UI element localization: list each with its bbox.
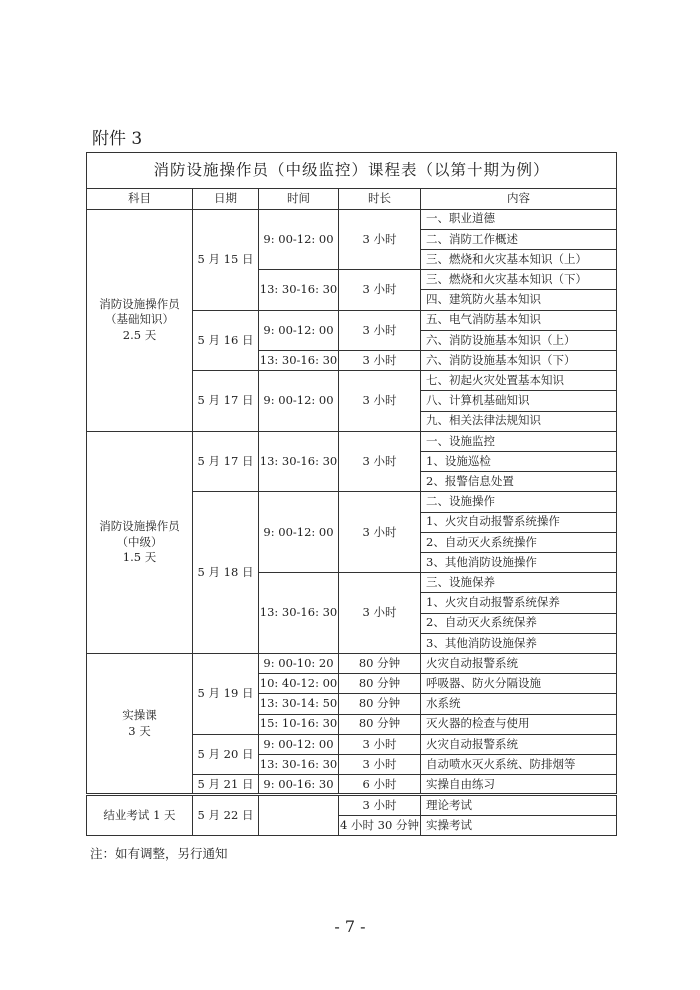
duration-cell: 80 分钟 [339,694,421,714]
time-cell: 9: 00-10: 20 [259,654,339,674]
subject-cell: 结业考试 1 天 [87,795,193,836]
page-number: - 7 - [334,917,366,936]
duration-cell: 80 分钟 [339,674,421,694]
content-cell: 理论考试 [421,795,617,815]
duration-cell: 3 小时 [339,755,421,775]
time-cell: 13: 30-14: 50 [259,694,339,714]
content-cell: 三、燃烧和火灾基本知识（下） [421,270,617,290]
date-cell: 5 月 17 日 [193,371,259,432]
duration-cell: 3 小时 [339,492,421,573]
time-cell: 9: 00-16: 30 [259,775,339,795]
duration-cell: 80 分钟 [339,714,421,734]
time-cell: 9: 00-12: 00 [259,734,339,754]
subject-cell: 消防设施操作员 （基础知识） 2.5 天 [87,209,193,431]
content-cell: 六、消防设施基本知识（下） [421,350,617,370]
content-cell: 1、设施巡检 [421,452,617,472]
time-cell: 9: 00-12: 00 [259,371,339,432]
content-cell: 八、计算机基础知识 [421,391,617,411]
duration-cell: 3 小时 [339,209,421,270]
time-cell: 9: 00-12: 00 [259,492,339,573]
course-schedule-table [86,152,617,836]
content-cell: 三、燃烧和火灾基本知识（上） [421,249,617,269]
duration-cell: 3 小时 [339,270,421,310]
date-cell: 5 月 16 日 [193,310,259,371]
duration-cell: 3 小时 [339,573,421,654]
date-cell: 5 月 18 日 [193,492,259,654]
time-cell: 13: 30-16: 30 [259,431,339,492]
duration-cell: 3 小时 [339,734,421,754]
time-cell: 13: 30-16: 30 [259,270,339,310]
content-cell: 水系统 [421,694,617,714]
duration-cell: 3 小时 [339,350,421,370]
content-cell: 九、相关法律法规知识 [421,411,617,431]
date-cell: 5 月 17 日 [193,431,259,492]
duration-cell: 3 小时 [339,795,421,815]
content-cell: 二、消防工作概述 [421,229,617,249]
time-cell: 15: 10-16: 30 [259,714,339,734]
subject-cell: 实操课 3 天 [87,654,193,795]
content-cell: 实操自由练习 [421,775,617,795]
date-cell: 5 月 15 日 [193,209,259,310]
content-cell: 火灾自动报警系统 [421,654,617,674]
table-row [87,209,617,229]
header-duration: 时长 [339,189,421,209]
header-date: 日期 [193,189,259,209]
content-cell: 2、自动灭火系统保养 [421,613,617,633]
date-cell: 5 月 21 日 [193,775,259,795]
duration-cell: 3 小时 [339,371,421,432]
footnote: 注：如有调整，另行通知 [90,846,228,861]
content-cell: 实操考试 [421,815,617,835]
content-cell: 一、设施监控 [421,431,617,451]
content-cell: 三、设施保养 [421,573,617,593]
content-cell: 自动喷水灭火系统、防排烟等 [421,755,617,775]
duration-cell: 80 分钟 [339,654,421,674]
time-cell [259,795,339,836]
date-cell: 5 月 20 日 [193,734,259,774]
date-cell: 5 月 22 日 [193,795,259,836]
duration-cell: 6 小时 [339,775,421,795]
attachment-label: 附件 3 [92,129,143,149]
content-cell: 七、初起火灾处置基本知识 [421,371,617,391]
header-subject: 科目 [87,189,193,209]
time-cell: 10: 40-12: 00 [259,674,339,694]
time-cell: 9: 00-12: 00 [259,310,339,350]
table-title: 消防设施操作员（中级监控）课程表（以第十期为例） [87,153,617,189]
time-cell: 9: 00-12: 00 [259,209,339,270]
content-cell: 3、其他消防设施保养 [421,633,617,653]
content-cell: 2、自动灭火系统操作 [421,532,617,552]
content-cell: 1、火灾自动报警系统保养 [421,593,617,613]
content-cell: 灭火器的检查与使用 [421,714,617,734]
table-row [87,795,617,815]
table-row [87,431,617,451]
content-cell: 1、火灾自动报警系统操作 [421,512,617,532]
time-cell: 13: 30-16: 30 [259,573,339,654]
content-cell: 2、报警信息处置 [421,472,617,492]
date-cell: 5 月 19 日 [193,654,259,735]
time-cell: 13: 30-16: 30 [259,350,339,370]
content-cell: 四、建筑防火基本知识 [421,290,617,310]
subject-cell: 消防设施操作员 （中级） 1.5 天 [87,431,193,653]
header-time: 时间 [259,189,339,209]
table-row [87,654,617,674]
content-cell: 火灾自动报警系统 [421,734,617,754]
content-cell: 3、其他消防设施操作 [421,553,617,573]
content-cell: 呼吸器、防火分隔设施 [421,674,617,694]
content-cell: 六、消防设施基本知识（上） [421,330,617,350]
content-cell: 二、设施操作 [421,492,617,512]
header-content: 内容 [421,189,617,209]
content-cell: 一、职业道德 [421,209,617,229]
duration-cell: 3 小时 [339,431,421,492]
duration-cell: 3 小时 [339,310,421,350]
content-cell: 五、电气消防基本知识 [421,310,617,330]
duration-cell: 4 小时 30 分钟 [339,815,421,835]
time-cell: 13: 30-16: 30 [259,755,339,775]
